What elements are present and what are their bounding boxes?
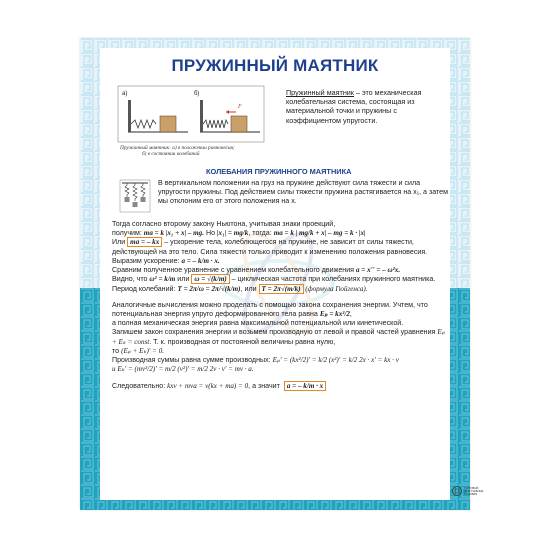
- intro-paragraph: В вертикальном положении на груз на пружине действуют сила тяжести и сила упругости пружины. Под действием силы тяжести пружина растягивается на x₁, а затем мы отклоним его от этого положения на x.: [158, 179, 448, 206]
- wall-b-icon: [200, 100, 203, 132]
- line-total-energy: а полная механическая энергия равна максимальной потенциальной или кинетической.: [112, 319, 404, 328]
- formula-omega-squared: ω² = k/m: [149, 275, 176, 284]
- publisher-name: ТОРГОВЫЙ ДОМ УЧЕБНЫЕ ПОСОБИЯ: [464, 487, 484, 497]
- block-a-icon: [160, 116, 176, 132]
- definition: [286, 88, 450, 125]
- block-b-icon: [231, 116, 247, 132]
- line-derivative-zero: то (Eₚ + Eₖ)' = 0.: [112, 346, 165, 355]
- line-period: Период колебаний: T = 2π/ω = 2π/√(k/m), или T = 2π√(m/k) (формула Гюйгенса).: [112, 284, 368, 293]
- huygens-note: (формула Гюйгенса).: [303, 284, 368, 293]
- vertical-springs-figure: [120, 180, 150, 212]
- page-title: ПРУЖИННЫЙ МАЯТНИК: [171, 56, 379, 75]
- line-energy: Аналогичные вычисления можно проделать с помощью закона сохранения энергии. Учтем, что потенциальная энергия упруго деформированного тела равна Eₚ = kx²/2,: [112, 300, 428, 318]
- content-panel: [100, 48, 484, 500]
- formula-derivative-zero: (Eₚ + Eₖ)' = 0.: [121, 346, 165, 355]
- line-newton-equations: получим: ma = k |x₁ + x| – mg. Но |x₁| = mg/k, тогда: ma = k | mg/k + x| – mg = k · |x|: [112, 229, 366, 238]
- figure-label-a: а): [122, 91, 128, 97]
- line-compare: Сравним полученное уравнение с уравнением колебательного движения a = x'' = – ω²x.: [112, 266, 401, 275]
- publisher-logo-icon: [452, 486, 462, 496]
- line-newton: Тогда согласно второму закону Ньютона, учитывая знаки проекций,: [112, 220, 336, 228]
- figure-caption: [120, 145, 270, 158]
- spring-pendulum-figure: [118, 86, 264, 142]
- formula-ep-derivative: Eₚ' = (kx²/2)' = k/2 (x²)' = k/2 2x · x' = kx · v: [272, 356, 399, 365]
- boxed-formula-hooke: ma = – kx: [127, 237, 162, 247]
- formula-acceleration: a = – k/m · x.: [181, 256, 220, 265]
- definition-text: – это механическая колебательная система, состоящая из материальной точки и пружины с коэффициентом упругости.: [286, 88, 422, 125]
- formula-const: Eₚ + Eₖ = const: [112, 328, 445, 346]
- figure-caption-line2: б) в состоянии колебаний: [142, 151, 200, 158]
- formula-newton: ma = k |x₁ + x| – mg.: [143, 229, 204, 238]
- formula-period: T = 2π/ω = 2π/√(k/m): [177, 284, 241, 293]
- line-conclusion: Следовательно: kxv + mva = v(kx + ma) = 0, а значит a = – k/m · x: [112, 382, 448, 391]
- line-hooke: Или ma = – kx – ускорение тела, колеблющегося на пружине, не зависит от силы тяжести, действующей на это тело. Сила тяжести только приводит к изменению положения равновесия.: [112, 238, 428, 256]
- poster: [80, 38, 484, 510]
- line-omega: Видно, что ω² = k/m или ω = √(k/m) – циклическая частота при колебаниях пружинного маятника.: [112, 275, 436, 284]
- formula-x1: |x₁| = mg/k: [217, 229, 249, 238]
- formula-conclusion: kxv + mva = v(kx + ma) = 0: [167, 381, 249, 390]
- line-derivatives: Производная суммы равна сумме производных: Eₚ' = (kx²/2)' = k/2 (x²)' = k/2 2x · x' = kx · v: [112, 356, 399, 365]
- wall-a-icon: [128, 100, 131, 132]
- formula-ek-derivative: и Eₖ' = (mv²/2)' = m/2 (v²)' = m/2 2v · v' = mv · a.: [112, 365, 254, 374]
- boxed-formula-omega: ω = √(k/m): [191, 274, 229, 284]
- line-acceleration: Выразим ускорение: a = – k/m · x.: [112, 256, 220, 265]
- force-label: F: [238, 104, 242, 110]
- figure-caption-line1: Пружинный маятник: а) в положении равновесия;: [120, 145, 235, 151]
- formula-oscillation: a = x'' = – ω²x.: [355, 266, 401, 275]
- formula-potential-energy: Eₚ = kx²/2: [319, 309, 350, 318]
- definition-term: Пружинный маятник: [286, 88, 354, 97]
- formula-substitution: ma = k | mg/k + x| – mg = k · |x|: [273, 229, 366, 238]
- boxed-formula-huygens: T = 2π√(m/k): [259, 284, 304, 294]
- derivation-body: [112, 220, 448, 391]
- line-conservation: Запишем закон сохранения энергии и возьмем производную от левой и правой частей уравнения Eₚ + Eₖ = const. Т. к. производная от постоянной величины равна нулю,: [112, 328, 445, 346]
- figure-label-b: б): [194, 91, 200, 97]
- boxed-formula-result: a = – k/m · x: [284, 381, 326, 391]
- section-subtitle: КОЛЕБАНИЯ ПРУЖИННОГО МАЯТНИКА: [206, 167, 352, 176]
- line-ek-derivative: [112, 365, 448, 374]
